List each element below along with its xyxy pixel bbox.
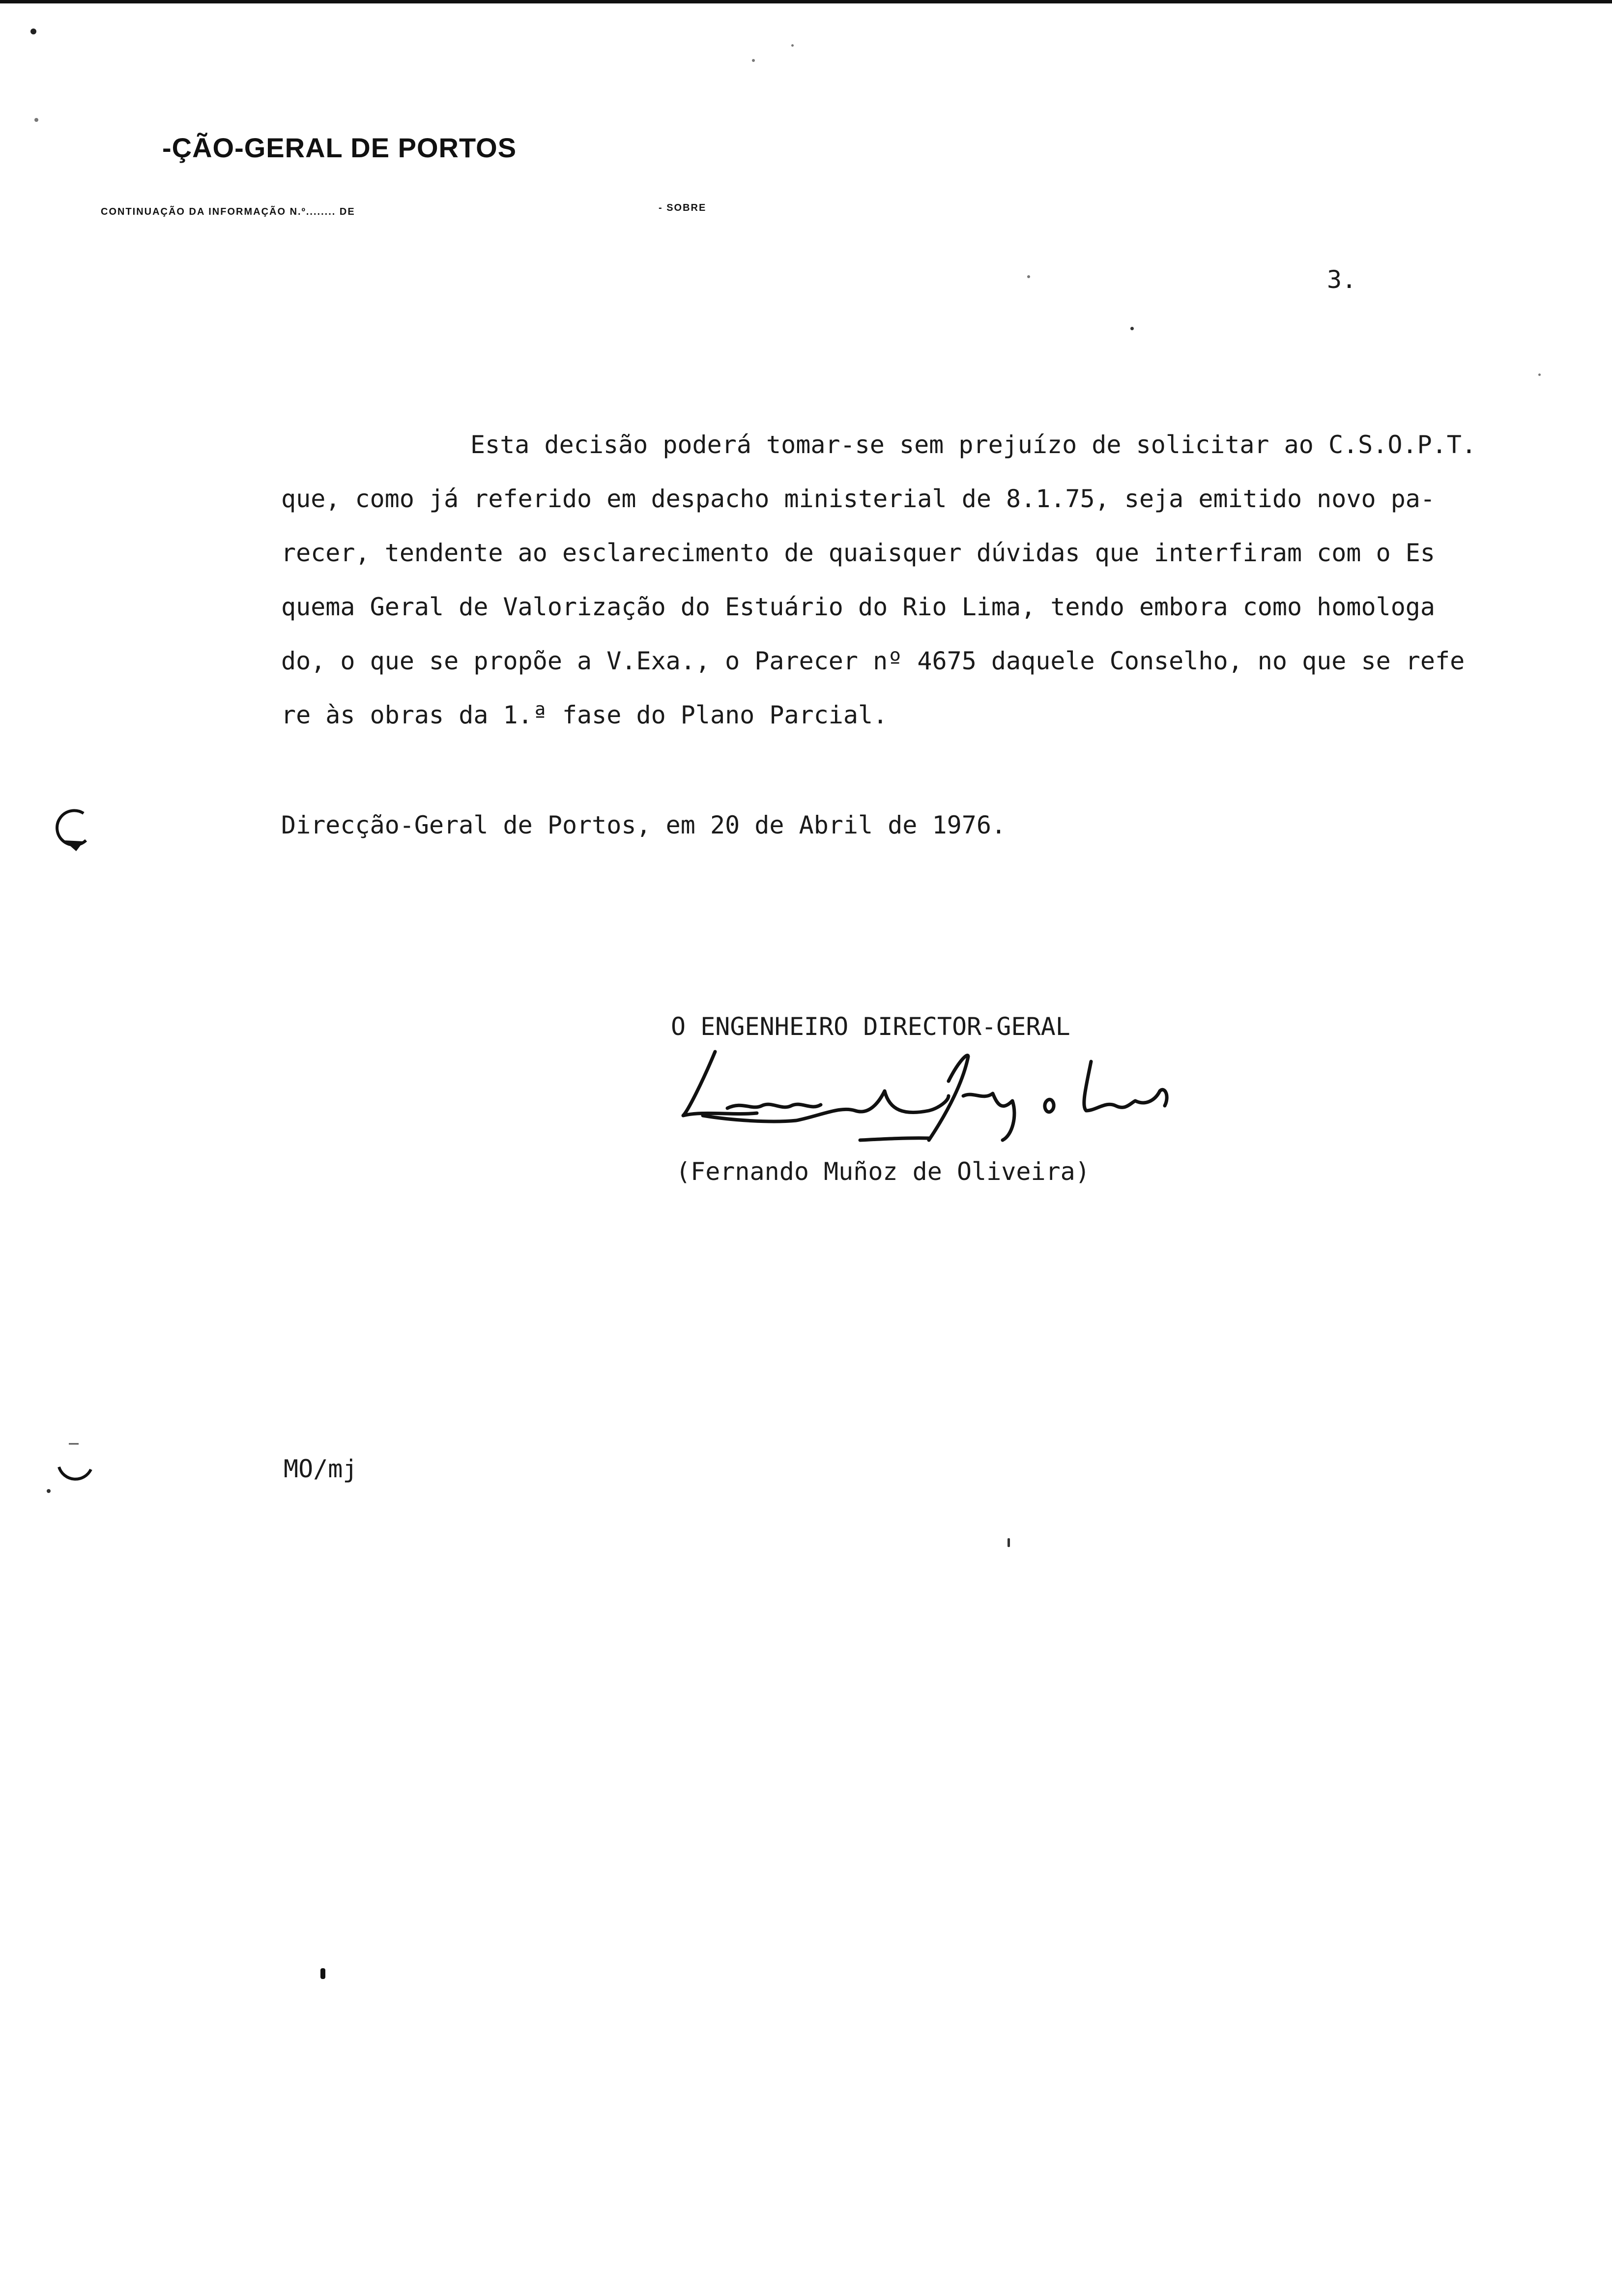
typist-initials: MO/mj: [284, 1455, 358, 1483]
scan-speck: [1027, 275, 1030, 278]
punch-hole-icon: [49, 1440, 96, 1487]
body-line: que, como já referido em despacho ministerial de 8.1.75, seja emitido novo pa-: [281, 485, 1435, 513]
signature-icon: [673, 1042, 1194, 1170]
scan-speck: [752, 59, 755, 62]
date-line: Direcção-Geral de Portos, em 20 de Abril de 1976.: [281, 811, 1007, 839]
scan-speck: [791, 44, 794, 47]
page-number: 3.: [1327, 265, 1357, 294]
scan-speck: [34, 118, 38, 122]
scan-speck: [1538, 373, 1541, 376]
body-line: Esta decisão poderá tomar-se sem prejuízo de solicitar ao C.S.O.P.T.: [470, 430, 1476, 459]
signatory-title: O ENGENHEIRO DIRECTOR-GERAL: [671, 1012, 1070, 1041]
body-line: re às obras da 1.ª fase do Plano Parcial.: [281, 701, 888, 729]
letterhead-subject: - SOBRE: [659, 202, 707, 213]
top-border-line: [0, 0, 1612, 3]
scan-speck: [30, 29, 36, 34]
letterhead-title: -ÇÃO-GERAL DE PORTOS: [162, 132, 517, 163]
body-line: recer, tendente ao esclarecimento de quaisquer dúvidas que interfiram com o Es: [281, 539, 1435, 567]
letterhead-continuation: CONTINUAÇÃO DA INFORMAÇÃO N.º........ DE: [101, 206, 355, 217]
signatory-name: (Fernando Muñoz de Oliveira): [676, 1157, 1090, 1186]
scan-speck: [1008, 1538, 1010, 1547]
punch-hole-icon: [49, 806, 96, 853]
scan-speck: [320, 1968, 325, 1979]
body-line: do, o que se propõe a V.Exa., o Parecer nº 4675 daquele Conselho, no que se refe: [281, 647, 1465, 675]
body-line: quema Geral de Valorização do Estuário do Rio Lima, tendo embora como homologa: [281, 593, 1435, 621]
scan-speck: [47, 1489, 51, 1493]
body-paragraph: [281, 418, 1598, 742]
scan-speck: [1130, 327, 1134, 330]
